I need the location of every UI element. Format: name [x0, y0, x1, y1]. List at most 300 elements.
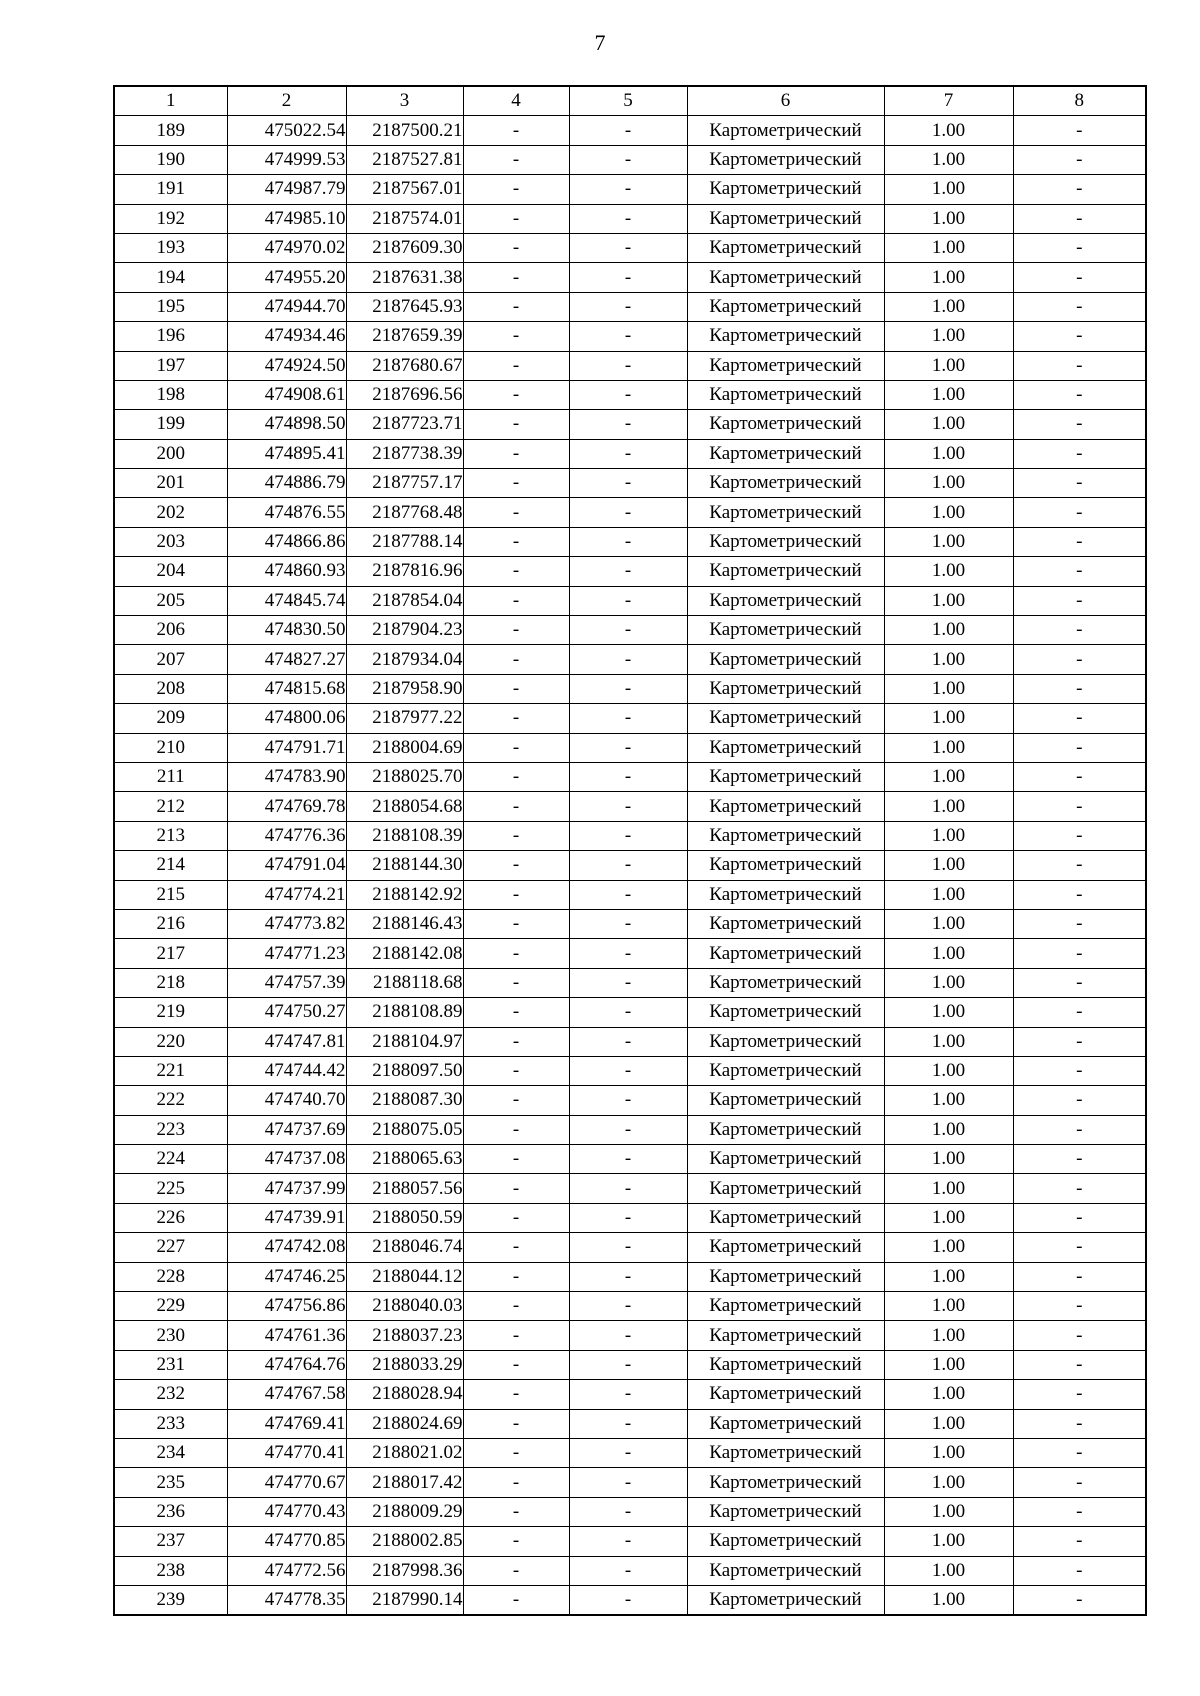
- col5-cell: -: [569, 821, 687, 850]
- header-row: [114, 86, 1146, 116]
- col5-cell: -: [569, 939, 687, 968]
- accuracy-cell: 1.00: [884, 704, 1013, 733]
- col8-cell: -: [1013, 1203, 1146, 1232]
- point-number-cell: 203: [114, 527, 227, 556]
- col4-cell: -: [463, 322, 569, 351]
- x-coordinate-cell: 474764.76: [227, 1350, 346, 1379]
- accuracy-cell: 1.00: [884, 674, 1013, 703]
- table-row: [114, 762, 1146, 791]
- method-cell: Картометрический: [687, 351, 884, 380]
- method-cell: Картометрический: [687, 175, 884, 204]
- table-row: [114, 821, 1146, 850]
- col8-cell: -: [1013, 1145, 1146, 1174]
- method-cell: Картометрический: [687, 1380, 884, 1409]
- col8-cell: -: [1013, 1115, 1146, 1144]
- col4-cell: -: [463, 527, 569, 556]
- col8-cell: -: [1013, 1468, 1146, 1497]
- method-cell: Картометрический: [687, 792, 884, 821]
- column-header: 1: [114, 86, 227, 116]
- col4-cell: -: [463, 1497, 569, 1526]
- y-coordinate-cell: 2188021.02: [346, 1438, 463, 1467]
- col5-cell: -: [569, 380, 687, 409]
- method-cell: Картометрический: [687, 1556, 884, 1585]
- point-number-cell: 191: [114, 175, 227, 204]
- accuracy-cell: 1.00: [884, 469, 1013, 498]
- col4-cell: -: [463, 116, 569, 145]
- table-row: [114, 909, 1146, 938]
- method-cell: Картометрический: [687, 145, 884, 174]
- col5-cell: -: [569, 616, 687, 645]
- col8-cell: -: [1013, 1409, 1146, 1438]
- col5-cell: -: [569, 762, 687, 791]
- col8-cell: -: [1013, 1585, 1146, 1615]
- x-coordinate-cell: 474934.46: [227, 322, 346, 351]
- col8-cell: -: [1013, 1497, 1146, 1526]
- point-number-cell: 220: [114, 1027, 227, 1056]
- table-row: [114, 175, 1146, 204]
- point-number-cell: 218: [114, 968, 227, 997]
- method-cell: Картометрический: [687, 1086, 884, 1115]
- col8-cell: -: [1013, 1321, 1146, 1350]
- accuracy-cell: 1.00: [884, 645, 1013, 674]
- col4-cell: -: [463, 1438, 569, 1467]
- method-cell: Картометрический: [687, 586, 884, 615]
- x-coordinate-cell: 474776.36: [227, 821, 346, 850]
- method-cell: Картометрический: [687, 233, 884, 262]
- accuracy-cell: 1.00: [884, 733, 1013, 762]
- x-coordinate-cell: 474783.90: [227, 762, 346, 791]
- col8-cell: -: [1013, 1086, 1146, 1115]
- y-coordinate-cell: 2188040.03: [346, 1292, 463, 1321]
- col8-cell: -: [1013, 292, 1146, 321]
- col4-cell: -: [463, 1527, 569, 1556]
- y-coordinate-cell: 2188104.97: [346, 1027, 463, 1056]
- x-coordinate-cell: 474769.41: [227, 1409, 346, 1438]
- accuracy-cell: 1.00: [884, 821, 1013, 850]
- accuracy-cell: 1.00: [884, 1556, 1013, 1585]
- col5-cell: -: [569, 1174, 687, 1203]
- point-number-cell: 207: [114, 645, 227, 674]
- x-coordinate-cell: 474757.39: [227, 968, 346, 997]
- method-cell: Картометрический: [687, 469, 884, 498]
- table-row: [114, 498, 1146, 527]
- x-coordinate-cell: 474742.08: [227, 1233, 346, 1262]
- accuracy-cell: 1.00: [884, 1380, 1013, 1409]
- col4-cell: -: [463, 1027, 569, 1056]
- method-cell: Картометрический: [687, 292, 884, 321]
- col5-cell: -: [569, 704, 687, 733]
- method-cell: Картометрический: [687, 1292, 884, 1321]
- col4-cell: -: [463, 351, 569, 380]
- method-cell: Картометрический: [687, 616, 884, 645]
- point-number-cell: 205: [114, 586, 227, 615]
- accuracy-cell: 1.00: [884, 1585, 1013, 1615]
- table-row: [114, 527, 1146, 556]
- table-row: [114, 1527, 1146, 1556]
- y-coordinate-cell: 2188087.30: [346, 1086, 463, 1115]
- y-coordinate-cell: 2187854.04: [346, 586, 463, 615]
- point-number-cell: 192: [114, 204, 227, 233]
- col8-cell: -: [1013, 909, 1146, 938]
- point-number-cell: 221: [114, 1056, 227, 1085]
- col5-cell: -: [569, 322, 687, 351]
- col8-cell: -: [1013, 204, 1146, 233]
- x-coordinate-cell: 474747.81: [227, 1027, 346, 1056]
- y-coordinate-cell: 2188046.74: [346, 1233, 463, 1262]
- table-row: [114, 469, 1146, 498]
- column-header: 2: [227, 86, 346, 116]
- col4-cell: -: [463, 1556, 569, 1585]
- method-cell: Картометрический: [687, 322, 884, 351]
- accuracy-cell: 1.00: [884, 527, 1013, 556]
- col5-cell: -: [569, 410, 687, 439]
- x-coordinate-cell: 474970.02: [227, 233, 346, 262]
- accuracy-cell: 1.00: [884, 292, 1013, 321]
- y-coordinate-cell: 2188004.69: [346, 733, 463, 762]
- col8-cell: -: [1013, 821, 1146, 850]
- y-coordinate-cell: 2188108.39: [346, 821, 463, 850]
- col8-cell: -: [1013, 586, 1146, 615]
- point-number-cell: 200: [114, 439, 227, 468]
- method-cell: Картометрический: [687, 1233, 884, 1262]
- table-row: [114, 1115, 1146, 1144]
- table-row: [114, 116, 1146, 145]
- accuracy-cell: 1.00: [884, 204, 1013, 233]
- method-cell: Картометрический: [687, 762, 884, 791]
- col8-cell: -: [1013, 733, 1146, 762]
- col5-cell: -: [569, 1115, 687, 1144]
- y-coordinate-cell: 2188050.59: [346, 1203, 463, 1232]
- col4-cell: -: [463, 557, 569, 586]
- col5-cell: -: [569, 498, 687, 527]
- accuracy-cell: 1.00: [884, 351, 1013, 380]
- col5-cell: -: [569, 1086, 687, 1115]
- col5-cell: -: [569, 557, 687, 586]
- accuracy-cell: 1.00: [884, 116, 1013, 145]
- y-coordinate-cell: 2188065.63: [346, 1145, 463, 1174]
- col4-cell: -: [463, 204, 569, 233]
- method-cell: Картометрический: [687, 1585, 884, 1615]
- x-coordinate-cell: 474898.50: [227, 410, 346, 439]
- x-coordinate-cell: 474750.27: [227, 998, 346, 1027]
- col8-cell: -: [1013, 145, 1146, 174]
- col4-cell: -: [463, 1115, 569, 1144]
- method-cell: Картометрический: [687, 1350, 884, 1379]
- col8-cell: -: [1013, 645, 1146, 674]
- col4-cell: -: [463, 1174, 569, 1203]
- point-number-cell: 231: [114, 1350, 227, 1379]
- col4-cell: -: [463, 439, 569, 468]
- y-coordinate-cell: 2188146.43: [346, 909, 463, 938]
- col5-cell: -: [569, 645, 687, 674]
- point-number-cell: 217: [114, 939, 227, 968]
- col5-cell: -: [569, 1497, 687, 1526]
- col8-cell: -: [1013, 410, 1146, 439]
- col5-cell: -: [569, 1203, 687, 1232]
- col4-cell: -: [463, 410, 569, 439]
- col4-cell: -: [463, 292, 569, 321]
- y-coordinate-cell: 2188118.68: [346, 968, 463, 997]
- col4-cell: -: [463, 175, 569, 204]
- col8-cell: -: [1013, 233, 1146, 262]
- page-number: 7: [594, 30, 606, 55]
- method-cell: Картометрический: [687, 1497, 884, 1526]
- col5-cell: -: [569, 733, 687, 762]
- method-cell: Картометрический: [687, 1438, 884, 1467]
- accuracy-cell: 1.00: [884, 1056, 1013, 1085]
- accuracy-cell: 1.00: [884, 1497, 1013, 1526]
- point-number-cell: 226: [114, 1203, 227, 1232]
- x-coordinate-cell: 474774.21: [227, 880, 346, 909]
- x-coordinate-cell: 474739.91: [227, 1203, 346, 1232]
- x-coordinate-cell: 474845.74: [227, 586, 346, 615]
- x-coordinate-cell: 474791.71: [227, 733, 346, 762]
- y-coordinate-cell: 2188144.30: [346, 851, 463, 880]
- col4-cell: -: [463, 792, 569, 821]
- table-row: [114, 263, 1146, 292]
- col4-cell: -: [463, 263, 569, 292]
- y-coordinate-cell: 2188057.56: [346, 1174, 463, 1203]
- method-cell: Картометрический: [687, 204, 884, 233]
- y-coordinate-cell: 2187696.56: [346, 380, 463, 409]
- accuracy-cell: 1.00: [884, 1174, 1013, 1203]
- point-number-cell: 223: [114, 1115, 227, 1144]
- col4-cell: -: [463, 1409, 569, 1438]
- col5-cell: -: [569, 145, 687, 174]
- accuracy-cell: 1.00: [884, 498, 1013, 527]
- point-number-cell: 224: [114, 1145, 227, 1174]
- col4-cell: -: [463, 1145, 569, 1174]
- col4-cell: -: [463, 880, 569, 909]
- point-number-cell: 236: [114, 1497, 227, 1526]
- x-coordinate-cell: 474827.27: [227, 645, 346, 674]
- x-coordinate-cell: 474746.25: [227, 1262, 346, 1291]
- y-coordinate-cell: 2187738.39: [346, 439, 463, 468]
- table-row: [114, 792, 1146, 821]
- point-number-cell: 189: [114, 116, 227, 145]
- accuracy-cell: 1.00: [884, 233, 1013, 262]
- y-coordinate-cell: 2187574.01: [346, 204, 463, 233]
- table-row: [114, 439, 1146, 468]
- point-number-cell: 196: [114, 322, 227, 351]
- table-row: [114, 557, 1146, 586]
- y-coordinate-cell: 2188037.23: [346, 1321, 463, 1350]
- col5-cell: -: [569, 1527, 687, 1556]
- col5-cell: -: [569, 792, 687, 821]
- x-coordinate-cell: 474955.20: [227, 263, 346, 292]
- table-row: [114, 233, 1146, 262]
- col5-cell: -: [569, 880, 687, 909]
- point-number-cell: 222: [114, 1086, 227, 1115]
- col5-cell: -: [569, 1409, 687, 1438]
- y-coordinate-cell: 2188044.12: [346, 1262, 463, 1291]
- point-number-cell: 228: [114, 1262, 227, 1291]
- x-coordinate-cell: 474769.78: [227, 792, 346, 821]
- accuracy-cell: 1.00: [884, 410, 1013, 439]
- x-coordinate-cell: 474761.36: [227, 1321, 346, 1350]
- col5-cell: -: [569, 263, 687, 292]
- y-coordinate-cell: 2187788.14: [346, 527, 463, 556]
- accuracy-cell: 1.00: [884, 792, 1013, 821]
- table-row: [114, 968, 1146, 997]
- col8-cell: -: [1013, 557, 1146, 586]
- col4-cell: -: [463, 939, 569, 968]
- col4-cell: -: [463, 586, 569, 615]
- col8-cell: -: [1013, 1350, 1146, 1379]
- x-coordinate-cell: 474985.10: [227, 204, 346, 233]
- accuracy-cell: 1.00: [884, 439, 1013, 468]
- point-number-cell: 225: [114, 1174, 227, 1203]
- col5-cell: -: [569, 1262, 687, 1291]
- method-cell: Картометрический: [687, 263, 884, 292]
- y-coordinate-cell: 2188028.94: [346, 1380, 463, 1409]
- x-coordinate-cell: 474770.43: [227, 1497, 346, 1526]
- table-row: [114, 1027, 1146, 1056]
- col5-cell: -: [569, 909, 687, 938]
- method-cell: Картометрический: [687, 1027, 884, 1056]
- accuracy-cell: 1.00: [884, 880, 1013, 909]
- table-row: [114, 322, 1146, 351]
- x-coordinate-cell: 474924.50: [227, 351, 346, 380]
- accuracy-cell: 1.00: [884, 909, 1013, 938]
- col8-cell: -: [1013, 351, 1146, 380]
- y-coordinate-cell: 2187990.14: [346, 1585, 463, 1615]
- y-coordinate-cell: 2187977.22: [346, 704, 463, 733]
- accuracy-cell: 1.00: [884, 1321, 1013, 1350]
- table-row: [114, 1321, 1146, 1350]
- table-row: [114, 586, 1146, 615]
- coordinates-table: [113, 85, 1147, 1616]
- accuracy-cell: 1.00: [884, 1086, 1013, 1115]
- col8-cell: -: [1013, 851, 1146, 880]
- table-row: [114, 410, 1146, 439]
- x-coordinate-cell: 474815.68: [227, 674, 346, 703]
- col8-cell: -: [1013, 968, 1146, 997]
- col5-cell: -: [569, 1585, 687, 1615]
- column-header: 5: [569, 86, 687, 116]
- table-row: [114, 145, 1146, 174]
- col4-cell: -: [463, 1086, 569, 1115]
- y-coordinate-cell: 2187659.39: [346, 322, 463, 351]
- point-number-cell: 213: [114, 821, 227, 850]
- accuracy-cell: 1.00: [884, 586, 1013, 615]
- table-row: [114, 1233, 1146, 1262]
- y-coordinate-cell: 2188025.70: [346, 762, 463, 791]
- col4-cell: -: [463, 1380, 569, 1409]
- point-number-cell: 239: [114, 1585, 227, 1615]
- point-number-cell: 219: [114, 998, 227, 1027]
- method-cell: Картометрический: [687, 1056, 884, 1085]
- table-row: [114, 1585, 1146, 1615]
- point-number-cell: 209: [114, 704, 227, 733]
- point-number-cell: 208: [114, 674, 227, 703]
- method-cell: Картометрический: [687, 527, 884, 556]
- col8-cell: -: [1013, 1292, 1146, 1321]
- col4-cell: -: [463, 674, 569, 703]
- table-row: [114, 1350, 1146, 1379]
- col8-cell: -: [1013, 263, 1146, 292]
- point-number-cell: 197: [114, 351, 227, 380]
- table-row: [114, 204, 1146, 233]
- point-number-cell: 235: [114, 1468, 227, 1497]
- col4-cell: -: [463, 1203, 569, 1232]
- x-coordinate-cell: 474773.82: [227, 909, 346, 938]
- col4-cell: -: [463, 1262, 569, 1291]
- x-coordinate-cell: 474737.08: [227, 1145, 346, 1174]
- col8-cell: -: [1013, 116, 1146, 145]
- x-coordinate-cell: 474771.23: [227, 939, 346, 968]
- table-row: [114, 880, 1146, 909]
- method-cell: Картометрический: [687, 116, 884, 145]
- y-coordinate-cell: 2187934.04: [346, 645, 463, 674]
- x-coordinate-cell: 474772.56: [227, 1556, 346, 1585]
- x-coordinate-cell: 474876.55: [227, 498, 346, 527]
- point-number-cell: 202: [114, 498, 227, 527]
- col8-cell: -: [1013, 439, 1146, 468]
- accuracy-cell: 1.00: [884, 762, 1013, 791]
- table-row: [114, 1086, 1146, 1115]
- y-coordinate-cell: 2187816.96: [346, 557, 463, 586]
- y-coordinate-cell: 2188108.89: [346, 998, 463, 1027]
- y-coordinate-cell: 2187527.81: [346, 145, 463, 174]
- point-number-cell: 229: [114, 1292, 227, 1321]
- point-number-cell: 232: [114, 1380, 227, 1409]
- y-coordinate-cell: 2188142.92: [346, 880, 463, 909]
- x-coordinate-cell: 474737.99: [227, 1174, 346, 1203]
- y-coordinate-cell: 2188002.85: [346, 1527, 463, 1556]
- y-coordinate-cell: 2187645.93: [346, 292, 463, 321]
- table-row: [114, 851, 1146, 880]
- col4-cell: -: [463, 1321, 569, 1350]
- col5-cell: -: [569, 1145, 687, 1174]
- point-number-cell: 198: [114, 380, 227, 409]
- col8-cell: -: [1013, 1262, 1146, 1291]
- accuracy-cell: 1.00: [884, 1027, 1013, 1056]
- column-header: 6: [687, 86, 884, 116]
- method-cell: Картометрический: [687, 733, 884, 762]
- table-row: [114, 1556, 1146, 1585]
- point-number-cell: 214: [114, 851, 227, 880]
- point-number-cell: 190: [114, 145, 227, 174]
- x-coordinate-cell: 474740.70: [227, 1086, 346, 1115]
- col8-cell: -: [1013, 1438, 1146, 1467]
- col5-cell: -: [569, 968, 687, 997]
- table-row: [114, 1409, 1146, 1438]
- col5-cell: -: [569, 439, 687, 468]
- method-cell: Картометрический: [687, 1203, 884, 1232]
- col5-cell: -: [569, 1556, 687, 1585]
- col5-cell: -: [569, 1380, 687, 1409]
- col8-cell: -: [1013, 175, 1146, 204]
- column-header: 4: [463, 86, 569, 116]
- table-row: [114, 1203, 1146, 1232]
- x-coordinate-cell: 474886.79: [227, 469, 346, 498]
- col4-cell: -: [463, 998, 569, 1027]
- table-row: [114, 1468, 1146, 1497]
- method-cell: Картометрический: [687, 968, 884, 997]
- method-cell: Картометрический: [687, 821, 884, 850]
- y-coordinate-cell: 2187998.36: [346, 1556, 463, 1585]
- x-coordinate-cell: 474744.42: [227, 1056, 346, 1085]
- col8-cell: -: [1013, 1027, 1146, 1056]
- table-row: [114, 1262, 1146, 1291]
- y-coordinate-cell: 2187757.17: [346, 469, 463, 498]
- col4-cell: -: [463, 645, 569, 674]
- x-coordinate-cell: 474770.67: [227, 1468, 346, 1497]
- point-number-cell: 201: [114, 469, 227, 498]
- col8-cell: -: [1013, 380, 1146, 409]
- method-cell: Картометрический: [687, 645, 884, 674]
